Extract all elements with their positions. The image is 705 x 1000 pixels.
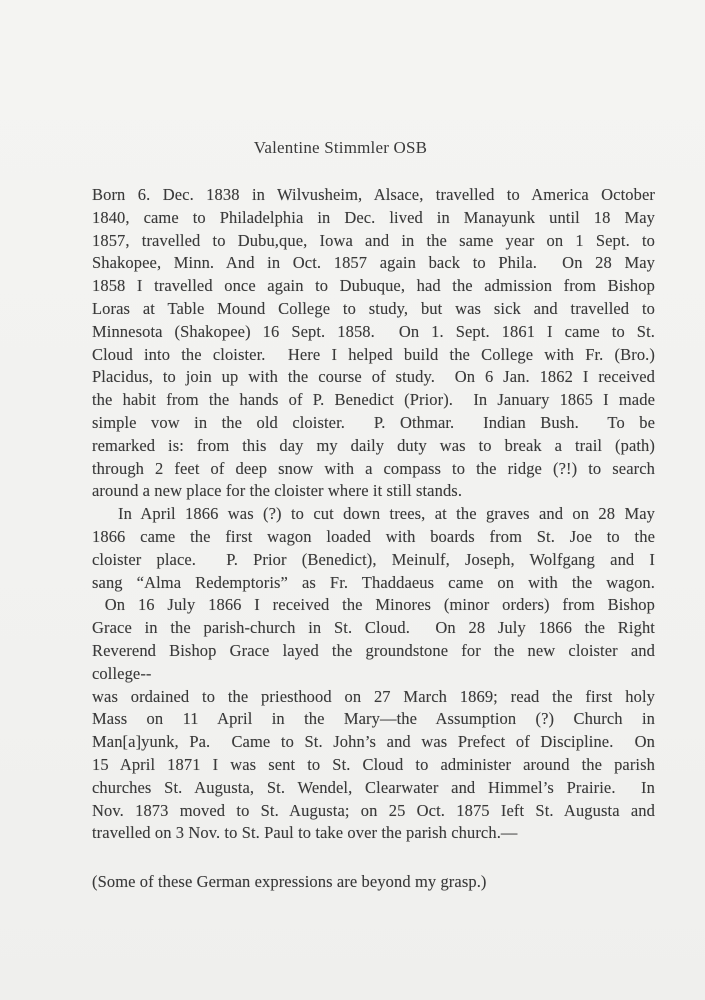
text-line: churches St. Augusta, St. Wendel, Clearwater and Himmel’s Prairie. In — [92, 777, 655, 797]
text-line: Loras at Table Mound College to study, but was sick and travelled to — [92, 298, 655, 318]
document-title: Valentine Stimmler OSB — [253, 138, 428, 157]
text-line: 1840, came to Philadelphia in Dec. lived in Manayunk until 18 May — [92, 207, 655, 227]
text-line: (Some of these German expressions are beyond my grasp.) — [92, 872, 487, 892]
text-line: In April 1866 was (?) to cut down trees, at the graves and on 28 May — [118, 504, 655, 524]
text-line: simple vow in the old cloister. P. Othmar. Indian Bush. To be — [92, 412, 655, 432]
document-body — [92, 184, 655, 894]
text-line: Nov. 1873 moved to St. Augusta; on 25 Oct. 1875 Ieft St. Augusta and — [92, 800, 655, 820]
text-line: Placidus, to join up with the course of study. On 6 Jan. 1862 I received — [92, 367, 655, 387]
text-line: Reverend Bishop Grace layed the groundstone for the new cloister and — [92, 640, 655, 660]
text-line: the habit from the hands of P. Benedict (Prior). In January 1865 I made — [92, 390, 655, 410]
text-line: Minnesota (Shakopee) 16 Sept. 1858. On 1. Sept. 1861 I came to St. — [92, 321, 655, 341]
text-line: through 2 feet of deep snow with a compass to the ridge (?!) to search — [92, 458, 655, 478]
text-line: Born 6. Dec. 1838 in Wilvusheim, Alsace, travelled to America October — [92, 185, 655, 204]
text-line: Cloud into the cloister. Here I helped build the College with Fr. (Bro.) — [92, 344, 655, 364]
text-line: was ordained to the priesthood on 27 March 1869; read the first holy — [92, 686, 655, 706]
text-line: Man[a]yunk, Pa. Came to St. John’s and was Prefect of Discipline. On — [92, 732, 655, 752]
text-line: Grace in the parish-church in St. Cloud. On 28 July 1866 the Right — [92, 618, 655, 638]
paragraph — [92, 184, 655, 503]
text-line: sang “Alma Redemptoris” as Fr. Thaddaeus came on with the wagon. — [92, 572, 655, 592]
text-line: remarked is: from this day my daily duty was to break a trail (path) — [92, 435, 655, 455]
paragraph — [92, 503, 655, 845]
text-line: around a new place for the cloister where it still stands. — [92, 481, 463, 501]
text-line: cloister place. P. Prior (Benedict), Meinulf, Joseph, Wolfgang and I — [92, 549, 655, 569]
text-line: 1857, travelled to Dubu,que, Iowa and in the same year on 1 Sept. to — [92, 230, 655, 250]
text-line: Mass on 11 April in the Mary—the Assumption (?) Church in — [92, 709, 655, 729]
text-line: travelled on 3 Nov. to St. Paul to take over the parish church.— — [92, 823, 518, 843]
paragraph — [92, 871, 655, 894]
text-line: 1866 came the first wagon loaded with boards from St. Joe to the — [92, 526, 655, 546]
text-line: 15 April 1871 I was sent to St. Cloud to administer around the parish — [92, 754, 655, 774]
text-line: On 16 July 1866 I received the Minores (minor orders) from Bishop — [92, 595, 655, 615]
text-line: college-- — [92, 663, 152, 683]
text-line: 1858 I travelled once again to Dubuque, had the admission from Bishop — [92, 276, 655, 296]
text-line: Shakopee, Minn. And in Oct. 1857 again back to Phila. On 28 May — [92, 253, 655, 273]
